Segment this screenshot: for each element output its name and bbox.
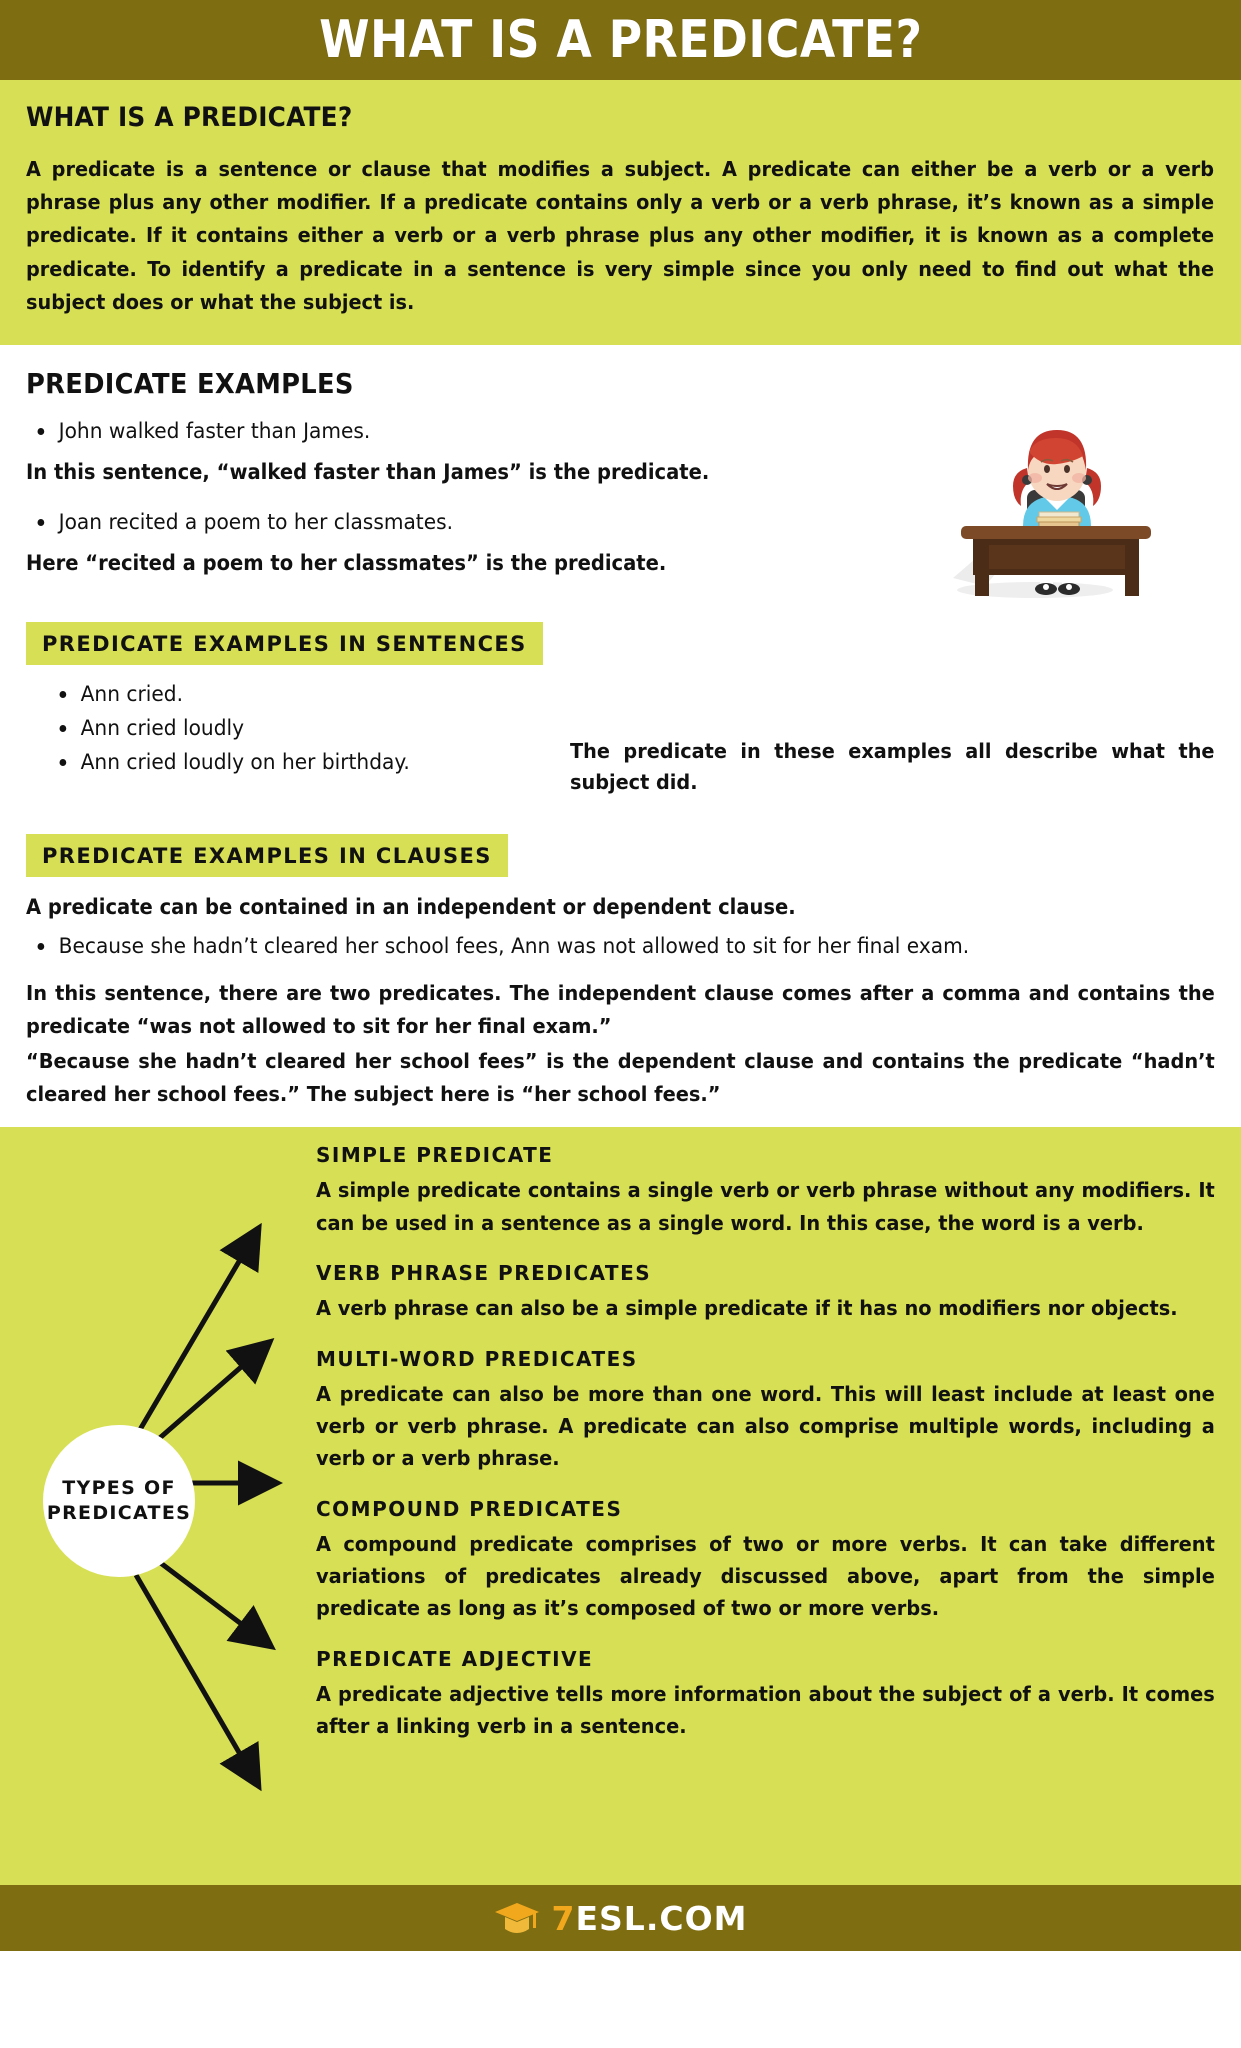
hub-label-line1: TYPES OF	[62, 1476, 176, 1499]
sentences-two-column	[26, 677, 1215, 820]
list-item: Ann cried loudly on her birthday.	[48, 745, 528, 779]
page-title: WHAT IS A PREDICATE?	[318, 10, 923, 70]
list-item: John walked faster than James.	[26, 414, 756, 448]
types-of-predicates-panel	[0, 1127, 1241, 1885]
types-list	[316, 1143, 1215, 1742]
list-item: Ann cried loudly	[48, 711, 528, 745]
type-heading: PREDICATE ADJECTIVE	[316, 1646, 594, 1671]
clauses-paragraph-2: “Because she hadn’t cleared her school fees” is the dependent clause and contains the predicate “hadn’t cleared her school fees.” The subject here is “her school fees.”	[26, 1048, 1215, 1107]
brand-seven: 7	[551, 1898, 576, 1938]
type-text: A compound predicate comprises of two or more verbs. It can take different variations of predicates already discussed above, apart from the simple predicate as long as it’s composed of two or more verbs.	[316, 1531, 1215, 1621]
type-text: A predicate adjective tells more information about the subject of a verb. It comes after a linking verb in a sentence.	[316, 1681, 1215, 1739]
sentences-note: The predicate in these examples all describe what the subject did.	[570, 738, 1215, 795]
sentences-section-heading: PREDICATE EXAMPLES IN SENTENCES	[26, 622, 543, 665]
sentences-note-column	[570, 677, 1215, 820]
girl-at-desk-icon	[915, 408, 1215, 608]
white-content-region	[0, 345, 1241, 1127]
type-block-multi-word-predicates	[316, 1347, 1215, 1475]
type-heading: VERB PHRASE PREDICATES	[316, 1261, 652, 1286]
sentence-bullet-list	[48, 677, 548, 779]
footer-wordmark	[552, 1899, 748, 1938]
footer-band	[0, 1885, 1241, 1951]
clauses-paragraph-1: In this sentence, there are two predicates. The independent clause comes after a comma and contains the predicate “was not allowed to sit for her final exam.”	[26, 980, 1215, 1038]
example-note-2: Here “recited a poem to her classmates” is the predicate.	[26, 550, 667, 575]
list-item: Joan recited a poem to her classmates.	[26, 505, 756, 539]
type-text: A predicate can also be more than one word. This will least include at least one verb or verb phrase. A predicate can also comprise multiple words, including a verb or a verb phrase.	[316, 1381, 1215, 1471]
list-item: Because she hadn’t cleared her school fees, Ann was not allowed to sit for her final exam.	[26, 929, 1167, 963]
graduation-cap-icon	[494, 1899, 540, 1937]
type-block-predicate-adjective	[316, 1647, 1215, 1743]
type-block-simple-predicate	[316, 1143, 1215, 1239]
example-list-2	[26, 505, 786, 539]
clauses-lead: A predicate can be contained in an independent or dependent clause.	[26, 894, 796, 919]
clause-bullet-list	[26, 929, 1215, 963]
intro-body: A predicate is a sentence or clause that modifies a subject. A predicate can either be a verb or a verb phrase plus any other modifier. If a predicate contains only a verb or a verb phrase, it’s known as a simple predicate. If it contains either a verb or a verb phrase plus any other modifier, it is known as a complete predicate. To identify a predicate in a sentence is very simple since you only need to find out what the subject does or what the subject is.	[26, 157, 1215, 314]
predicate-examples-title: PREDICATE EXAMPLES	[26, 367, 354, 401]
types-diagram	[26, 1143, 1215, 1843]
hub-label-line2: PREDICATES	[46, 1502, 192, 1525]
sentences-bullets-column	[26, 677, 548, 779]
type-text: A simple predicate contains a single verb or verb phrase without any modifiers. It can be used in a sentence as a single word. In this case, the word is a verb.	[316, 1178, 1215, 1235]
type-text: A verb phrase can also be a simple predicate if it has no modifiers nor objects.	[316, 1296, 1178, 1321]
brand-rest: ESL.COM	[575, 1898, 748, 1938]
list-item: Ann cried.	[48, 677, 528, 711]
type-heading: COMPOUND PREDICATES	[316, 1496, 623, 1521]
intro-panel	[0, 80, 1241, 345]
examples-row	[26, 414, 1215, 608]
example-note-1: In this sentence, “walked faster than James” is the predicate.	[26, 460, 710, 485]
type-heading: SIMPLE PREDICATE	[316, 1143, 554, 1168]
example-list-1	[26, 414, 786, 448]
type-block-verb-phrase-predicates	[316, 1261, 1215, 1324]
intro-heading: WHAT IS A PREDICATE?	[26, 102, 353, 133]
header-band	[0, 0, 1241, 80]
examples-column	[26, 414, 786, 595]
diagram-hub-circle	[43, 1425, 195, 1577]
type-heading: MULTI-WORD PREDICATES	[316, 1346, 638, 1371]
clauses-section-heading: PREDICATE EXAMPLES IN CLAUSES	[26, 834, 508, 877]
type-block-compound-predicates	[316, 1497, 1215, 1625]
